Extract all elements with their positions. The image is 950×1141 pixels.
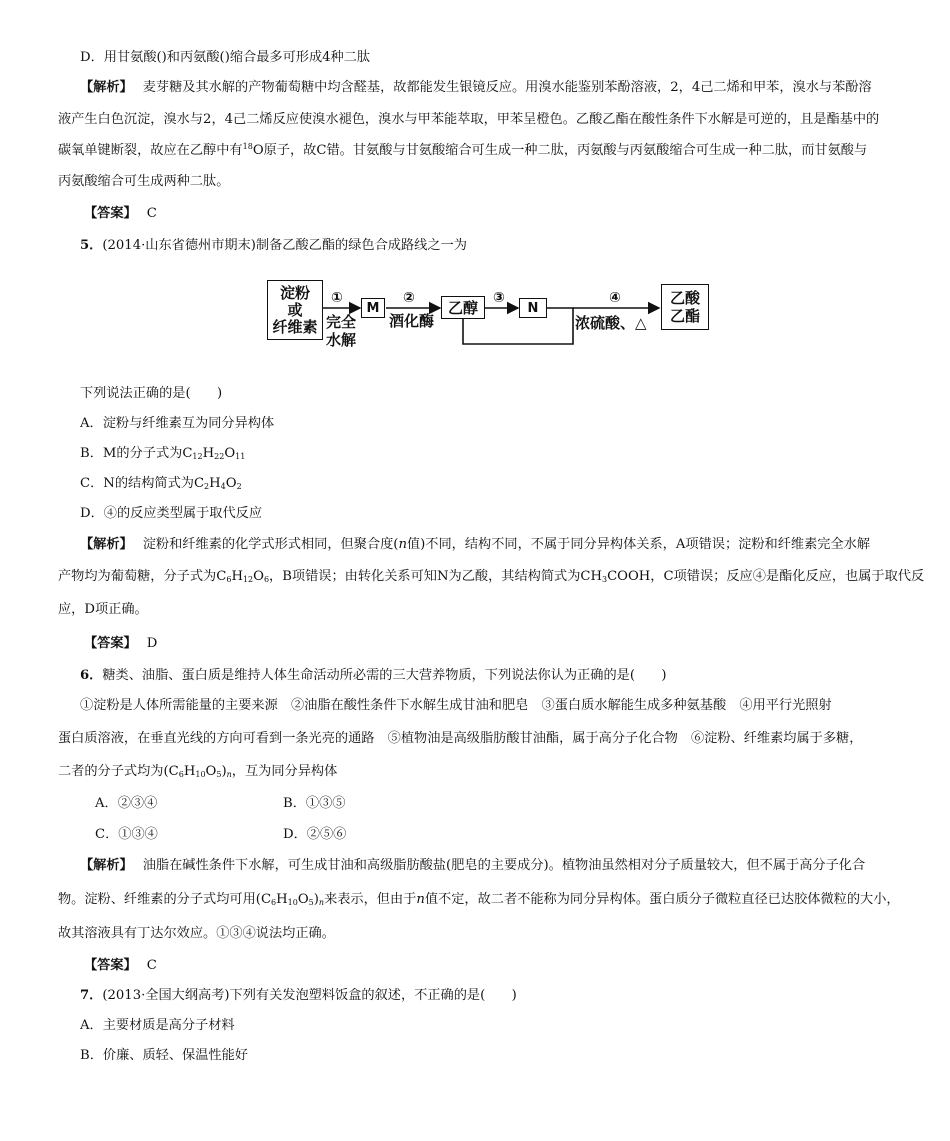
step1-condition: 完全 水解 [326,313,357,349]
q5-analysis-line2: 产物均为葡萄糖，分子式为$C_6H_{12}O_6$，B项错误；由转化关系可知N为乙酸，其结构简式为$CH_3COOH$，C项错误；反应④是酯化反应，也属于取代反 [58,569,925,584]
step2-condition: 酒化酶 [389,312,435,330]
step1-number: ① [331,290,343,306]
q5-analysis-line1: 【解析】 淀粉和纤维素的化学式形式相同，但聚合度(n值)不同，结构不同，不属于同分异构体关系，A项错误；淀粉和纤维素完全水解 [80,537,871,552]
q7-option-a: A．主要材质是高分子材料 [80,1018,235,1033]
analysis-tag: 【解析】 [80,80,133,95]
q4-analysis-line1 [80,78,872,98]
q4-analysis-line3: 碳氧单键断裂，故应在乙醇中有$^{18}$O原子，故C错。甘氨酸与甘氨酸缩合可生成一种二肽，丙氨酸与丙氨酸缩合可生成一种二肽，而甘氨酸与 [58,142,868,158]
q6-analysis-line3: 故其溶液具有丁达尔效应。①③④说法均正确。 [58,926,335,941]
q6-answer: 【答案】 C [84,958,157,973]
q5-option-a: A．淀粉与纤维素互为同分异构体 [80,416,275,431]
q4-analysis-line2: 液产生白色沉淀，溴水与2，4己二烯反应使溴水褪色，溴水与甲苯能萃取，甲苯呈橙色。乙酸乙酯在酸性条件下水解是可逆的，且是酯基中的 [58,112,880,127]
analysis-text: 麦芽糖及其水解的产物葡萄糖中均含醛基，故都能发生银镜反应。用溴水能鉴别苯酚溶液，2，4己二烯和甲苯，溴水与苯酚溶 [142,80,872,95]
box-starch-or-cellulose: 淀粉 或 纤维素 [267,280,323,340]
q5-answer: 【答案】 D [84,636,158,651]
step4-condition: 浓硫酸、△ [575,314,647,332]
q5-option-d: D．④的反应类型属于取代反应 [80,506,263,521]
q4-option-d: D．用甘氨酸()和丙氨酸()缩合最多可形成4种二肽 [80,50,371,65]
q5-stem: 5．(2014·山东省德州市期末)制备乙酸乙酯的绿色合成路线之一为 [80,238,467,253]
question-number: 5． [80,238,103,253]
box-n: N [519,298,547,318]
box-ethyl-acetate: 乙酸 乙酯 [661,284,709,330]
q7-option-b: B．价廉、质轻、保温性能好 [80,1048,248,1063]
q6-statements-line3: 二者的分子式均为$(C_6H_{10}O_5)_n$，互为同分异构体 [58,764,338,779]
q6-option-c: C．①③④ [95,827,158,842]
box-ethanol: 乙醇 [441,296,485,319]
q6-option-a: A．②③④ [95,796,158,811]
step2-number: ② [403,290,415,306]
q5-option-b: B．M的分子式为$C_{12}H_{22}O_{11}$ [80,446,246,461]
q6-option-d: D．②⑤⑥ [283,827,347,842]
q6-statements-line1: ①淀粉是人体所需能量的主要来源 ②油脂在酸性条件下水解生成甘油和肥皂 ③蛋白质水解能生成多种氨基酸 ④用平行光照射 [80,698,832,713]
q6-statements-line2: 蛋白质溶液，在垂直光线的方向可看到一条光亮的通路 ⑤植物油是高级脂肪酸甘油酯，属于高分子化合物 ⑥淀粉、纤维素均属于多糖， [58,731,863,746]
q5-option-c: C．N的结构简式为$C_2H_4O_2$ [80,476,242,491]
step4-number: ④ [609,290,621,306]
q5-question: 下列说法正确的是( ) [80,386,223,401]
q6-analysis-line2: 物。淀粉、纤维素的分子式均可用$(C_6H_{10}O_5)_n$来表示，但由于n值不定，故二者不能称为同分异构体。蛋白质分子微粒直径已达胶体微粒的大小， [58,892,900,907]
synthesis-route-diagram [267,278,719,358]
step3-number: ③ [493,290,505,306]
box-m: M [361,298,385,318]
q6-option-b: B．①③⑤ [283,796,346,811]
q7-stem: 7．(2013·全国大纲高考)下列有关发泡塑料饭盒的叙述，不正确的是( ) [80,988,517,1003]
q5-analysis-line3: 应，D项正确。 [58,602,148,617]
q6-analysis-line1: 【解析】 油脂在碱性条件下水解，可生成甘油和高级脂肪酸盐(肥皂的主要成分)。植物油虽然相对分子质量较大，但不属于高分子化合 [80,858,866,873]
q4-answer: 【答案】 C [84,206,157,221]
q4-analysis-line4: 丙氨酸缩合可生成两种二肽。 [58,174,230,189]
q6-stem: 6．糖类、油脂、蛋白质是维持人体生命活动所必需的三大营养物质，下列说法你认为正确的是( ) [80,668,667,683]
